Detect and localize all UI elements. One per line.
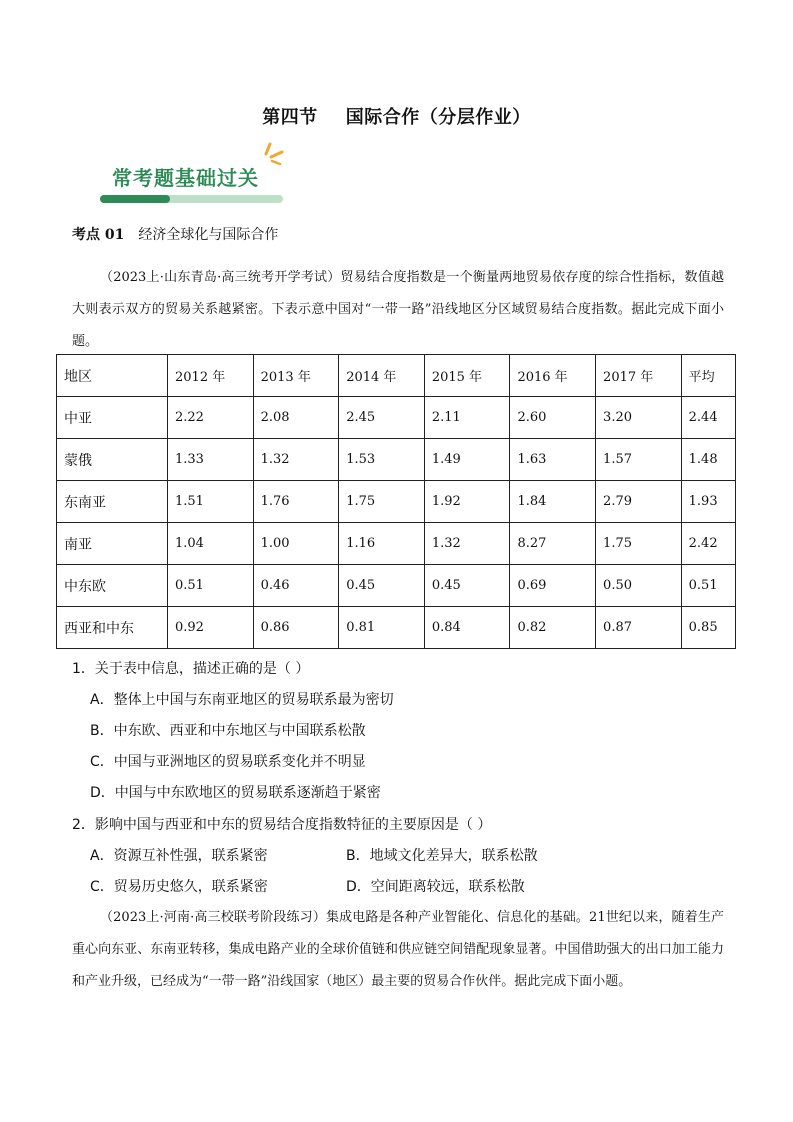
table-cell: 1.53 xyxy=(339,439,425,481)
table-cell: 1.84 xyxy=(510,481,596,523)
table-cell: 平均 xyxy=(681,355,735,397)
table-cell-region: 地区 xyxy=(57,355,168,397)
table-cell: 1.33 xyxy=(168,439,254,481)
table-cell: 0.92 xyxy=(168,607,254,649)
table-cell: 2016 年 xyxy=(510,355,596,397)
table-cell: 0.51 xyxy=(168,565,254,607)
table-header-row xyxy=(57,355,736,397)
passage-1: （2023上·山东青岛·高三统考开学考试）贸易结合度指数是一个衡量两地贸易依存度的综合性指标，数值越大则表示双方的贸易关系越紧密。下表示意中国对“一带一路”沿线地区分区域贸易结合度指数。据此完成下面小题。 xyxy=(72,270,724,349)
question-2-option-b[interactable]: B．地域文化差异大，联系松散 xyxy=(346,848,538,864)
table-cell: 0.87 xyxy=(596,607,682,649)
table-cell: 1.51 xyxy=(168,481,254,523)
section-title: 国际合作（分层作业） xyxy=(345,107,531,128)
table-cell: 1.75 xyxy=(596,523,682,565)
table-cell: 2015 年 xyxy=(424,355,510,397)
table-cell: 2.42 xyxy=(681,523,735,565)
table-cell: 0.69 xyxy=(510,565,596,607)
table-cell: 1.04 xyxy=(168,523,254,565)
topic-heading xyxy=(72,224,278,244)
question-2-option-a[interactable]: A．资源互补性强，联系紧密 xyxy=(90,848,268,864)
table-cell: 0.50 xyxy=(596,565,682,607)
table-cell: 2012 年 xyxy=(168,355,254,397)
table-cell-region: 蒙俄 xyxy=(57,439,168,481)
passage-2: （2023上·河南·高三校联考阶段练习）集成电路是各种产业智能化、信息化的基础。21世纪以来，随着生产重心向东亚、东南亚转移，集成电路产业的全球价值链和供应链空间错配现象显著。中国借助强大的出口加工能力和产业升级，已经成为“一带一路”沿线国家（地区）最主要的贸易合作伙伴。据此完成下面小题。 xyxy=(72,910,724,989)
table-row xyxy=(57,565,736,607)
table-cell: 1.00 xyxy=(253,523,339,565)
table-cell: 0.84 xyxy=(424,607,510,649)
table-cell-region: 中东欧 xyxy=(57,565,168,607)
question-1-option-a[interactable]: A．整体上中国与东南亚地区的贸易联系最为密切 xyxy=(90,692,394,708)
table-cell: 0.45 xyxy=(424,565,510,607)
table-cell: 2.08 xyxy=(253,397,339,439)
table-cell-region: 中亚 xyxy=(57,397,168,439)
table-cell: 1.63 xyxy=(510,439,596,481)
table-cell: 2.79 xyxy=(596,481,682,523)
table-cell: 1.76 xyxy=(253,481,339,523)
question-1-option-d[interactable]: D．中国与中东欧地区的贸易联系逐渐趋于紧密 xyxy=(90,785,381,801)
table-cell: 0.46 xyxy=(253,565,339,607)
table-cell: 1.32 xyxy=(424,523,510,565)
question-1-option-c[interactable]: C．中国与亚洲地区的贸易联系变化并不明显 xyxy=(90,754,366,770)
table-cell: 1.92 xyxy=(424,481,510,523)
table-cell: 1.75 xyxy=(339,481,425,523)
table-cell-region: 西亚和中东 xyxy=(57,607,168,649)
table-cell-region: 南亚 xyxy=(57,523,168,565)
table-row xyxy=(57,481,736,523)
banner-label: 常考题基础过关 xyxy=(112,166,259,190)
topic-number: 考点 01 xyxy=(72,227,125,243)
table-cell: 1.32 xyxy=(253,439,339,481)
table-cell: 2.22 xyxy=(168,397,254,439)
table-cell: 1.57 xyxy=(596,439,682,481)
table-cell-region: 东南亚 xyxy=(57,481,168,523)
table-row xyxy=(57,439,736,481)
banner-underline-accent xyxy=(100,195,170,203)
table-cell: 0.82 xyxy=(510,607,596,649)
table-row xyxy=(57,607,736,649)
table-row xyxy=(57,397,736,439)
table-cell: 2.11 xyxy=(424,397,510,439)
table-cell: 2.45 xyxy=(339,397,425,439)
table-cell: 2014 年 xyxy=(339,355,425,397)
table-cell: 2.44 xyxy=(681,397,735,439)
question-1-option-b[interactable]: B．中东欧、西亚和中东地区与中国联系松散 xyxy=(90,723,366,739)
page-title xyxy=(0,103,793,129)
table-cell: 1.93 xyxy=(681,481,735,523)
trade-index-table xyxy=(56,354,736,649)
table-cell: 2.60 xyxy=(510,397,596,439)
table-cell: 2017 年 xyxy=(596,355,682,397)
table-row xyxy=(57,523,736,565)
table-cell: 0.51 xyxy=(681,565,735,607)
section-banner xyxy=(100,142,300,208)
table-cell: 8.27 xyxy=(510,523,596,565)
table-cell: 0.81 xyxy=(339,607,425,649)
table-cell: 0.45 xyxy=(339,565,425,607)
table-cell: 1.49 xyxy=(424,439,510,481)
table-cell: 1.16 xyxy=(339,523,425,565)
table-cell: 3.20 xyxy=(596,397,682,439)
question-2-stem: 2．影响中国与西亚和中东的贸易结合度指数特征的主要原因是（ ） xyxy=(72,817,492,833)
section-number: 第四节 xyxy=(262,107,318,128)
table-cell: 0.85 xyxy=(681,607,735,649)
sparkle-icon xyxy=(258,142,288,172)
topic-text: 经济全球化与国际合作 xyxy=(138,227,279,243)
table-cell: 2013 年 xyxy=(253,355,339,397)
table-cell: 0.86 xyxy=(253,607,339,649)
question-2-option-d[interactable]: D．空间距离较远，联系松散 xyxy=(346,879,525,895)
table-cell: 1.48 xyxy=(681,439,735,481)
question-1-stem: 1．关于表中信息，描述正确的是（ ） xyxy=(72,661,310,677)
question-2-option-c[interactable]: C．贸易历史悠久，联系紧密 xyxy=(90,879,268,895)
